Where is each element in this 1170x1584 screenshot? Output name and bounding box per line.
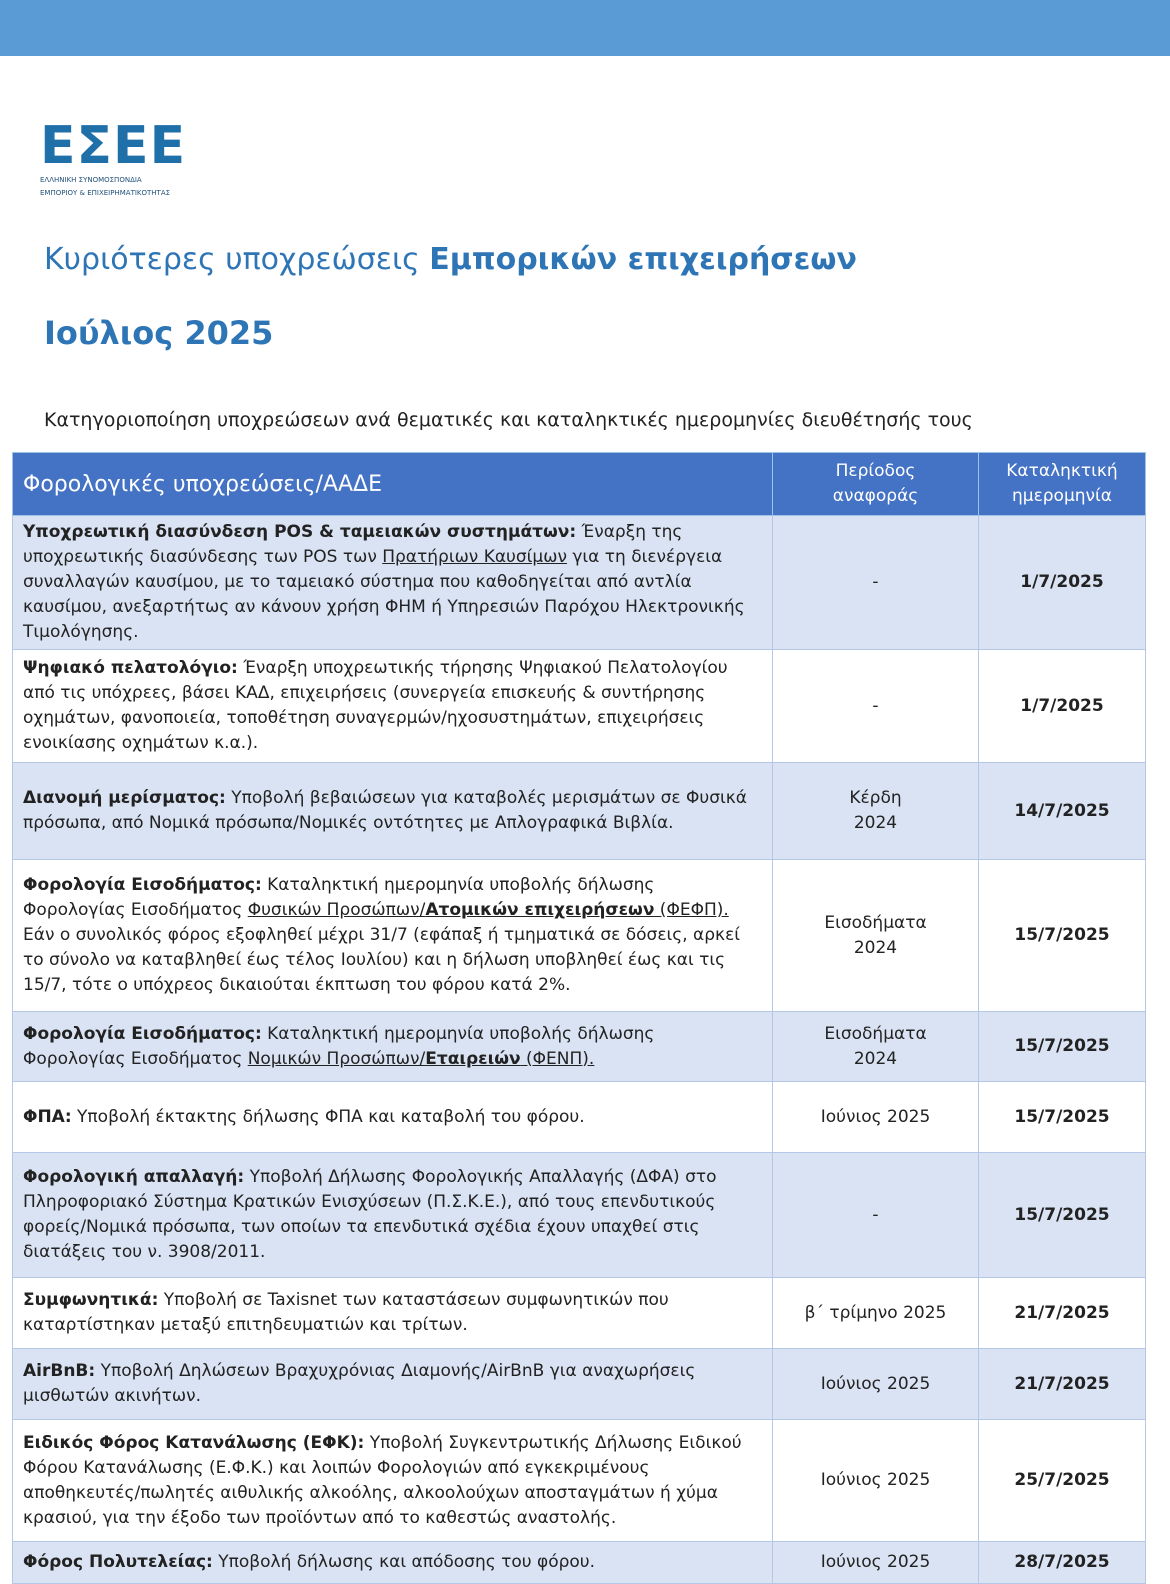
obligation-label: Διανομή μερίσματος: [23, 788, 226, 808]
table-row [13, 516, 1146, 650]
due-date: 15/7/2025 [979, 1082, 1146, 1153]
due-date: 15/7/2025 [979, 1012, 1146, 1082]
obligation-label: Φορολογία Εισοδήματος: [23, 1023, 262, 1044]
obligation-label: Ψηφιακό πελατολόγιο: [23, 658, 238, 678]
obligation-label: Φορολογία Εισοδήματος: [23, 875, 262, 895]
logo-subtitle-1: ΕΛΛΗΝΙΚΗ ΣΥΝΟΜΟΣΠΟΝΔΙΑ [40, 176, 142, 184]
reference-period: - [773, 516, 979, 650]
obligation-text: Έναρξη της υποχρεωτικής διασύνδεσης των POS των [23, 522, 683, 567]
obligation-label: Υποχρεωτική διασύνδεση POS & ταμειακών συστημάτων: [23, 522, 577, 542]
reference-period: Ιούνιος 2025 [773, 1082, 979, 1153]
due-date: 1/7/2025 [979, 516, 1146, 650]
table-row [13, 1420, 1146, 1542]
obligation-label: Φόρος Πολυτελείας: [23, 1552, 213, 1572]
header-period [773, 453, 979, 516]
logo-subtitle-2: ΕΜΠΟΡΙΟΥ & ΕΠΙΧΕΙΡΗΜΑΤΙΚΟΤΗΤΑΣ [40, 189, 171, 197]
esee-logo [40, 116, 210, 198]
obligation-label: Φορολογική απαλλαγή: [23, 1167, 245, 1187]
obligation-description [13, 1278, 773, 1349]
obligation-description [13, 650, 773, 763]
table-header [13, 453, 1146, 516]
due-date: 25/7/2025 [979, 1420, 1146, 1542]
obligation-underlined: (ΦΕΝΠ). [520, 1048, 595, 1069]
obligation-text: Υποβολή σε Taxisnet των καταστάσεων συμφωνητικών που καταρτίστηκαν μεταξύ επιτηδευματιών και τρίτων. [23, 1290, 669, 1335]
due-date: 15/7/2025 [979, 860, 1146, 1012]
reference-period [773, 763, 979, 860]
header-due-l1: Καταληκτική [1006, 461, 1118, 481]
header-period-l2: αναφοράς [832, 486, 919, 506]
obligation-text: Έναρξη υποχρεωτικής τήρησης Ψηφιακού Πελατολογίου από τις υπόχρεες, βάσει ΚΑΔ, επιχειρήσεις (συνεργεία επισκευής & συντήρησης οχημάτων, φανοποιεία, τοποθέτηση συναγερμών/ηχοσυστημάτων, επιχειρήσεις ενοικίασης οχημάτων κ.α.). [23, 658, 728, 753]
obligation-label: Ειδικός Φόρος Κατανάλωσης (ΕΦΚ): [23, 1432, 365, 1453]
obligation-description [13, 763, 773, 860]
obligation-underlined-bold: Ατομικών επιχειρήσεων [425, 900, 655, 920]
obligation-underlined: Νομικών Προσώπων/ [247, 1048, 426, 1069]
reference-period: β΄ τρίμηνο 2025 [773, 1278, 979, 1349]
obligation-description [13, 1153, 773, 1278]
header-due [979, 453, 1146, 516]
reference-period: - [773, 650, 979, 763]
due-date: 15/7/2025 [979, 1153, 1146, 1278]
reference-period-l2: 2024 [853, 937, 898, 958]
obligation-description [13, 1082, 773, 1153]
obligation-text: για τη διενέργεια συναλλαγών καυσίμου, με το ταμειακό σύστημα που καθοδηγείται από αντλία καυσίμου, ανεξαρτήτως αν κάνουν χρήση ΦΗΜ ή Υπηρεσιών Παρόχου Ηλεκτρονικής Τιμολόγησης. [23, 547, 745, 642]
reference-period-l2: 2024 [853, 813, 898, 833]
obligation-underlined: (ΦΕΦΠ). [654, 900, 729, 920]
page-title-bold: Εμπορικών επιχειρήσεων [429, 242, 857, 277]
due-date: 14/7/2025 [979, 763, 1146, 860]
obligation-text: Υποβολή Συγκεντρωτικής Δήλωσης Ειδικού Φόρου Κατανάλωσης (Ε.Φ.Κ.) και λοιπών Φορολογιών από εγκεκριμένους αποθηκευτές/πωλητές αιθυλικής αλκοόλης, αλκοολούχων αποσταγμάτων ή χύμα κρασιού, για την έξοδο των προϊόντων από το καθεστώς αναστολής. [23, 1432, 742, 1528]
table-row [13, 1012, 1146, 1082]
reference-period-l2: 2024 [853, 1048, 898, 1069]
table-row [13, 1082, 1146, 1153]
header-category: Φορολογικές υποχρεώσεις/ΑΑΔΕ [13, 453, 773, 516]
obligation-text: Εάν ο συνολικός φόρος εξοφληθεί μέχρι 31/7 (εφάπαξ ή τμηματικά σε δόσεις, αρκεί το σύνολο να καταβληθεί έως τέλος Ιουλίου) και η δήλωση υποβληθεί έως και τις 15/7, τότε ο υπόχρεος δικαιούται έκπτωση του φόρου κατά 2%. [23, 925, 741, 995]
subtitle: Κατηγοριοποίηση υποχρεώσεων ανά θεματικές και καταληκτικές ημερομηνίες διευθέτησής τους [44, 409, 973, 431]
obligation-text: Υποβολή Δηλώσεων Βραχυχρόνιας Διαμονής/AirBnB για αναχωρήσεις μισθωτών ακινήτων. [23, 1361, 696, 1406]
reference-period [773, 1012, 979, 1082]
due-date: 21/7/2025 [979, 1278, 1146, 1349]
page-title-normal: Κυριότερες υποχρεώσεις [44, 242, 430, 277]
table-row [13, 1153, 1146, 1278]
due-date: 21/7/2025 [979, 1349, 1146, 1420]
obligation-description [13, 516, 773, 650]
reference-period-l1: Κέρδη [849, 788, 902, 808]
reference-period: Ιούνιος 2025 [773, 1542, 979, 1584]
obligation-label: ΦΠΑ: [23, 1106, 72, 1127]
reference-period: Ιούνιος 2025 [773, 1420, 979, 1542]
obligation-text: Υποβολή Δήλωσης Φορολογικής Απαλλαγής (ΔΦΑ) στο Πληροφοριακό Σύστημα Κρατικών Ενισχύσεων (Π.Σ.Κ.Ε.), από τους επενδυτικούς φορείς/Νομικά πρόσωπα, των οποίων τα επενδυτικά σχέδια έχουν υπαχθεί στις διατάξεις του ν. 3908/2011. [23, 1167, 717, 1262]
due-date: 28/7/2025 [979, 1542, 1146, 1584]
obligation-label: AirBnB: [23, 1361, 96, 1381]
obligation-text: Καταληκτική ημερομηνία υποβολής δήλωσης Φορολογίας Εισοδήματος [23, 875, 655, 920]
logo-mark: ΕΣΕΕ [40, 116, 187, 176]
obligation-underlined: Πρατήριων Καυσίμων [382, 547, 567, 567]
reference-period: - [773, 1153, 979, 1278]
table-row [13, 1349, 1146, 1420]
obligation-description [13, 1420, 773, 1542]
table-row [13, 763, 1146, 860]
reference-period-l1: Εισοδήματα [824, 912, 927, 933]
obligation-description [13, 1012, 773, 1082]
obligation-text: Υποβολή δήλωσης και απόδοσης του φόρου. [212, 1552, 596, 1572]
month-heading: Ιούλιος 2025 [44, 314, 274, 352]
table-row [13, 650, 1146, 763]
obligation-description [13, 1349, 773, 1420]
due-date: 1/7/2025 [979, 650, 1146, 763]
reference-period-l1: Εισοδήματα [824, 1023, 927, 1044]
reference-period [773, 860, 979, 1012]
obligation-text: Υποβολή βεβαιώσεων για καταβολές μερισμάτων σε Φυσικά πρόσωπα, από Νομικά πρόσωπα/Νομικές οντότητες με Απλογραφικά Βιβλία. [23, 788, 747, 833]
table-row [13, 860, 1146, 1012]
obligation-text: Καταληκτική ημερομηνία υποβολής δήλωσης Φορολογίας Εισοδήματος [23, 1023, 655, 1069]
page-title [44, 240, 857, 280]
header-due-l2: ημερομηνία [1011, 486, 1113, 506]
obligation-label: Συμφωνητικά: [23, 1290, 159, 1310]
top-banner [0, 0, 1170, 56]
obligation-underlined: Φυσικών Προσώπων/ [247, 900, 426, 920]
header-period-l1: Περίοδος [835, 461, 916, 481]
obligation-underlined-bold: Εταιρειών [425, 1048, 521, 1069]
obligations-table [12, 452, 1146, 1584]
obligation-text: Υποβολή έκτακτης δήλωσης ΦΠΑ και καταβολή του φόρου. [71, 1106, 585, 1127]
reference-period: Ιούνιος 2025 [773, 1349, 979, 1420]
obligation-description [13, 860, 773, 1012]
table-row [13, 1278, 1146, 1349]
